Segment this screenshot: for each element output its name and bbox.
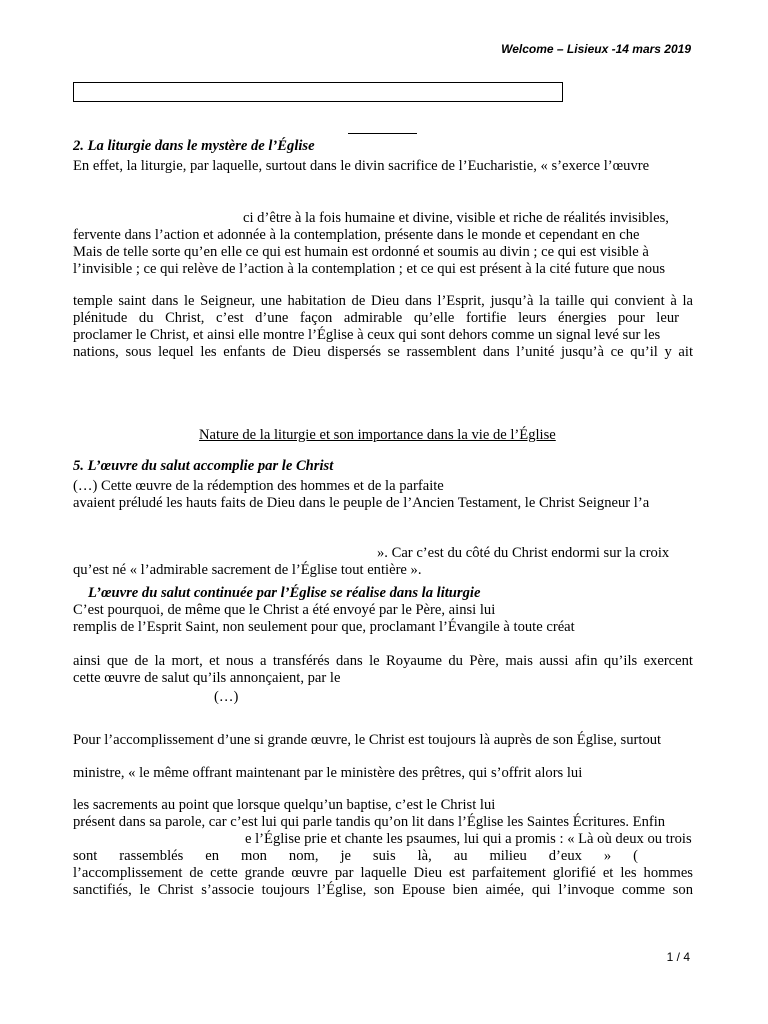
short-rule [348, 133, 417, 134]
paragraph-line: qu’est né « l’admirable sacrement de l’Église tout entière ». [73, 562, 422, 578]
paragraph-line: l’invisible ; ce qui relève de l’action à la contemplation ; et ce qui est présent à la cité future que nous [73, 261, 666, 277]
paragraph-line: ». Car c’est du côté du Christ endormi sur la croix [377, 545, 670, 561]
paragraph-line: proclamer le Christ, et ainsi elle montre l’Église à ceux qui sont dehors comme un signal levé sur les [73, 327, 661, 343]
paragraph-line: avaient préludé les hauts faits de Dieu dans le peuple de l’Ancien Testament, le Christ Seigneur l’a [73, 495, 650, 511]
section-2-heading: 2. La liturgie dans le mystère de l’Église [73, 138, 315, 154]
page-number: 1 / 4 [666, 950, 690, 964]
paragraph-line: sanctifiés, le Christ s’associe toujours l’Église, son Epouse bien aimée, qui l’invoque comme son [73, 882, 693, 898]
paragraph-line: (…) Cette œuvre de la rédemption des hommes et de la parfaite [73, 478, 444, 494]
paragraph-line: sont rassemblés en mon nom, je suis là, au milieu d’eux » ( [73, 848, 638, 864]
paragraph-line: fervente dans l’action et adonnée à la contemplation, présente dans le monde et cependant en che [73, 227, 640, 243]
paragraph-line: En effet, la liturgie, par laquelle, surtout dans le divin sacrifice de l’Eucharistie, « s’exerce l’œuvre [73, 158, 650, 174]
paragraph-line: temple saint dans le Seigneur, une habitation de Dieu dans l’Esprit, jusqu’à la taille qui convient à la [73, 293, 693, 309]
paragraph-line: plénitude du Christ, c’est d’une façon admirable qu’elle fortifie leurs énergies pour leur [73, 310, 679, 326]
section-5-heading: 5. L’œuvre du salut accomplie par le Christ [73, 458, 334, 474]
paragraph-line: ainsi que de la mort, et nous a transférés dans le Royaume du Père, mais aussi afin qu’ils exercent [73, 653, 693, 669]
paragraph-line: Pour l’accomplissement d’une si grande œuvre, le Christ est toujours là auprès de son Église, surtout [73, 732, 662, 748]
paragraph-line: Mais de telle sorte qu’en elle ce qui est humain est ordonné et soumis au divin ; ce qui est visible à [73, 244, 649, 260]
paragraph-line: nations, sous lequel les enfants de Dieu dispersés se rassemblent dans l’unité jusqu’à ce qu’il y ait [73, 344, 693, 360]
page-header: Welcome – Lisieux -14 mars 2019 [501, 42, 691, 56]
paragraph-line: ministre, « le même offrant maintenant par le ministère des prêtres, qui s’offrit alors lui [73, 765, 583, 781]
paragraph-line: e l’Église prie et chante les psaumes, lui qui a promis : « Là où deux ou trois [245, 831, 692, 847]
paragraph-line: C’est pourquoi, de même que le Christ a été envoyé par le Père, ainsi lui [73, 602, 496, 618]
paragraph-line: présent dans sa parole, car c’est lui qui parle tandis qu’on lit dans l’Église les Saintes Écritures. Enfin [73, 814, 666, 830]
empty-text-box [73, 82, 563, 102]
chapter-title: Nature de la liturgie et son importance dans la vie de l’Église [199, 427, 556, 443]
section-6-heading: L’œuvre du salut continuée par l’Église se réalise dans la liturgie [88, 585, 481, 601]
paragraph-line: remplis de l’Esprit Saint, non seulement pour que, proclamant l’Évangile à toute créat [73, 619, 575, 635]
paragraph-line: l’accomplissement de cette grande œuvre par laquelle Dieu est parfaitement glorifié et les hommes [73, 865, 693, 881]
paragraph-line: cette œuvre de salut qu’ils annonçaient, par le [73, 670, 341, 686]
paragraph-line: les sacrements au point que lorsque quelqu’un baptise, c’est le Christ lui [73, 797, 496, 813]
paragraph-line: (…) [214, 689, 239, 705]
paragraph-line: ci d’être à la fois humaine et divine, visible et riche de réalités invisibles, [243, 210, 669, 226]
